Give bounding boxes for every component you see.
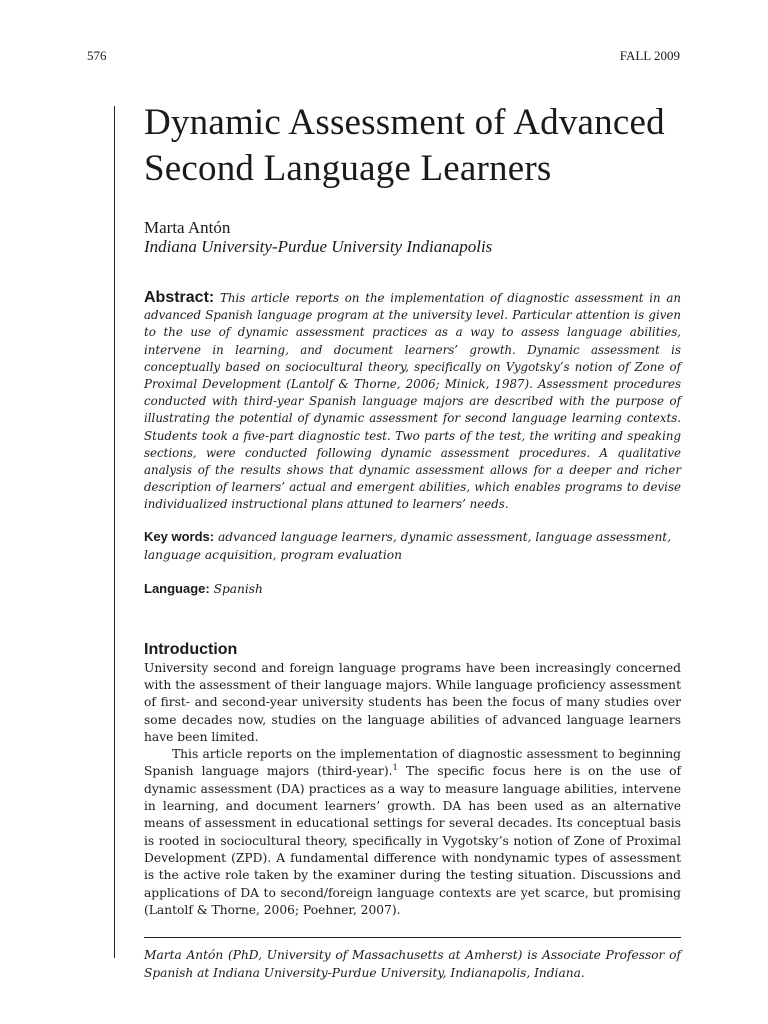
abstract-label: Abstract: [144, 289, 215, 306]
article-title [144, 100, 681, 192]
paragraph-2-text-start: This article reports on the implementation of diagnostic assessment to beginning Spanish language majors (third-year). [144, 747, 681, 779]
abstract [144, 289, 681, 514]
title-line-2: Second Language Learners [144, 148, 552, 189]
language-label: Language: [144, 580, 210, 596]
article-content [144, 100, 681, 982]
keywords [144, 528, 681, 564]
margin-rule [114, 106, 115, 958]
introduction-paragraph-2 [144, 746, 681, 919]
author-name: Marta Antón [144, 218, 231, 237]
abstract-text: This article reports on the implementation of diagnostic assessment in an advanced Spanish language program at the university level. Particular attention is given to the use of dynamic assessment practices as a way to assess language abilities, intervene in learning, and document learners’ growth. Dynamic assessment is conceptually based on sociocultural theory, specifically on Vygotsky’s notion of Zone of Proximal Development (Lantolf & Thorne, 2006; Minick, 1987). Assessment procedures conducted with third-year Spanish language majors are described with the purpose of illustrating the potential of dynamic assessment for second language learning contexts. Students took a five-part diagnostic test. Two parts of the test, the writing and speaking sections, were conducted following dynamic assessment procedures. A qualitative analysis of the results shows that dynamic assessment allows for a deeper and richer description of learners’ actual and emergent abilities, which enables programs to devise individualized instructional plans attuned to learners’ needs. [144, 291, 682, 512]
footnote-rule [144, 937, 681, 938]
page-number: 576 [87, 48, 107, 63]
language [144, 580, 681, 598]
introduction-paragraph-1: University second and foreign language programs have been increasingly concerned with the assessment of their language majors. While language proficiency assessment of first- and second-year university students has been the focus of many studies over some decades now, studies on the language abilities of advanced language learners have been limited. [144, 660, 681, 744]
keywords-text: advanced language learners, dynamic assessment, language assessment, language acquisition, program evaluation [144, 529, 672, 562]
title-line-1: Dynamic Assessment of Advanced [144, 102, 665, 143]
introduction-heading: Introduction [144, 640, 238, 658]
author-affiliation: Indiana University-Purdue University Indianapolis [144, 237, 493, 256]
keywords-label: Key words: [144, 528, 215, 544]
paragraph-2-text-end: The specific focus here is on the use of dynamic assessment (DA) practices as a way to measure language abilities, intervene in learning, and document learners’ growth. DA has been used as an alternative means of assessment in educational settings for several decades. Its conceptual basis is rooted in sociocultural theory, specifically in Vygotsky’s notion of Zone of Proximal Development (ZPD). A fundamental difference with nondynamic types of assessment is the active role taken by the examiner during the testing situation. Discussions and applications of DA to second/foreign language contexts are yet scarce, but promising (Lantolf & Thorne, 2006; Poehner, 2007). [144, 764, 681, 917]
author-footnote: Marta Antón (PhD, University of Massachusetts at Amherst) is Associate Professor of Spanish at Indiana University-Purdue University, Indianapolis, Indiana. [144, 948, 681, 980]
footnote-marker[interactable]: 1 [392, 763, 398, 774]
issue-label: FALL 2009 [619, 48, 680, 63]
language-text: Spanish [213, 581, 263, 596]
